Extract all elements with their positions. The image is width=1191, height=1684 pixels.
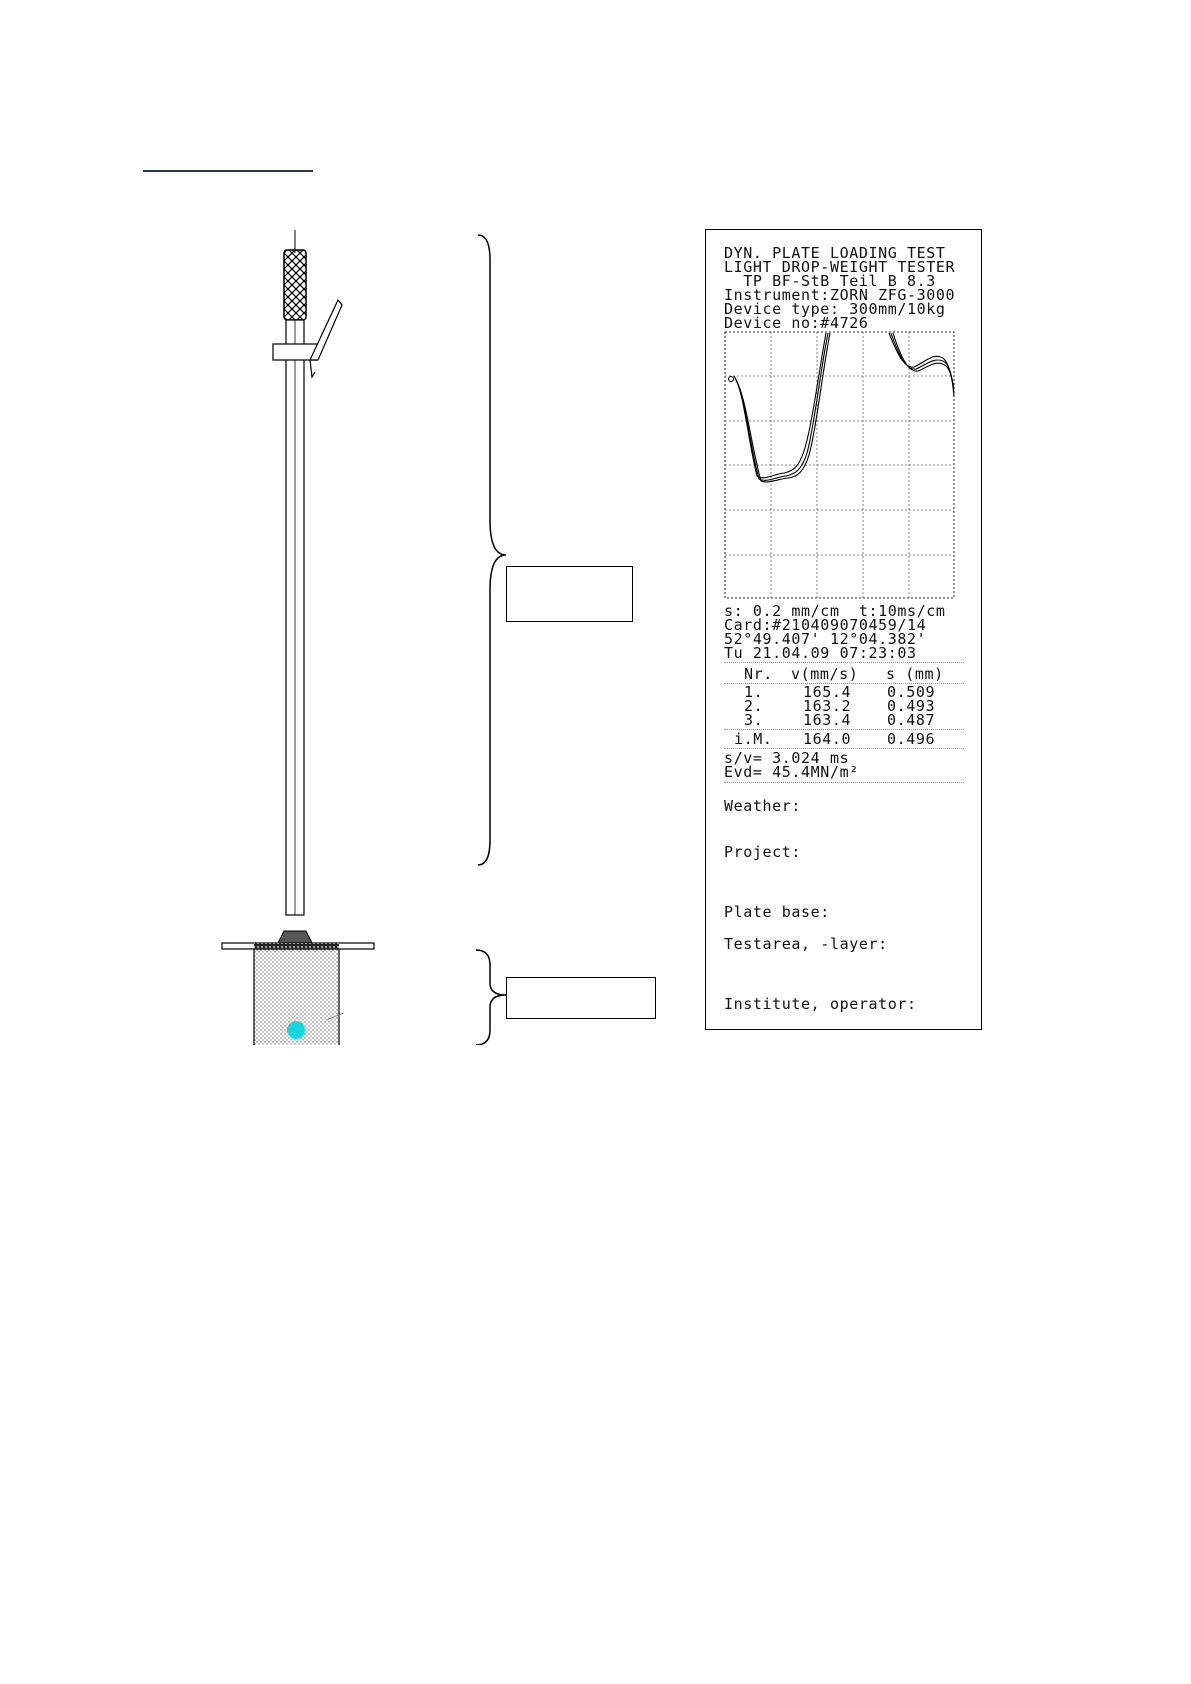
info-line-3: 52°49.407' 12°04.382' <box>724 630 927 648</box>
header-underline <box>143 170 313 172</box>
table-cell: 2. <box>744 697 764 715</box>
table-cell: 1. <box>744 683 764 701</box>
table-cell: 163.2 <box>803 697 852 715</box>
table-cell: 0.509 <box>887 683 936 701</box>
info-line-2: Card:#210409070459/14 <box>724 616 927 634</box>
header-line-1: DYN. PLATE LOADING TEST <box>724 244 946 262</box>
table-cell: 165.4 <box>803 683 852 701</box>
drop-weight-marker <box>287 1021 305 1039</box>
result-evd: Evd= 45.4MN/m² <box>724 763 859 781</box>
table-cell: 163.4 <box>803 711 852 729</box>
header-line-4: Instrument:ZORN ZFG-3000 <box>724 286 956 304</box>
header-line-6: Device no:#4726 <box>724 314 869 332</box>
brace-upper <box>478 235 506 865</box>
deflection-graph <box>724 331 956 601</box>
release-lever <box>310 300 342 360</box>
table-cell: 3. <box>744 711 764 729</box>
field-weather: Weather: <box>724 797 802 815</box>
drop-weight-tester-drawing <box>160 225 680 1045</box>
field-testarea: Testarea, -layer: <box>724 935 888 953</box>
result-sv: s/v= 3.024 ms <box>724 749 850 767</box>
col-header-v: v(mm/s) <box>791 665 859 683</box>
test-printout <box>705 229 982 1030</box>
mean-v: 164.0 <box>803 730 852 748</box>
field-institute: Institute, operator: <box>724 995 917 1013</box>
table-cell: 0.493 <box>887 697 936 715</box>
field-plate-base: Plate base: <box>724 903 830 921</box>
mean-label: i.M. <box>734 730 773 748</box>
info-line-4: Tu 21.04.09 07:23:03 <box>724 644 917 662</box>
release-clamp <box>273 344 317 360</box>
field-project: Project: <box>724 843 802 861</box>
col-header-s: s (mm) <box>886 665 944 683</box>
dotted-rule <box>724 662 964 663</box>
header-line-5: Device type: 300mm/10kg <box>724 300 946 318</box>
rod-nut <box>278 931 312 943</box>
table-cell: 0.487 <box>887 711 936 729</box>
header-line-2: LIGHT DROP-WEIGHT TESTER <box>724 258 956 276</box>
lower-label-box <box>506 977 656 1019</box>
col-header-nr: Nr. <box>744 665 773 683</box>
info-line-1: s: 0.2 mm/cm t:10ms/cm <box>724 602 946 620</box>
mean-s: 0.496 <box>887 730 936 748</box>
header-line-3: TP BF-StB Teil B 8.3 <box>724 272 936 290</box>
handle-grip <box>284 250 306 320</box>
brace-lower <box>476 950 506 1045</box>
upper-label-box <box>506 566 633 622</box>
